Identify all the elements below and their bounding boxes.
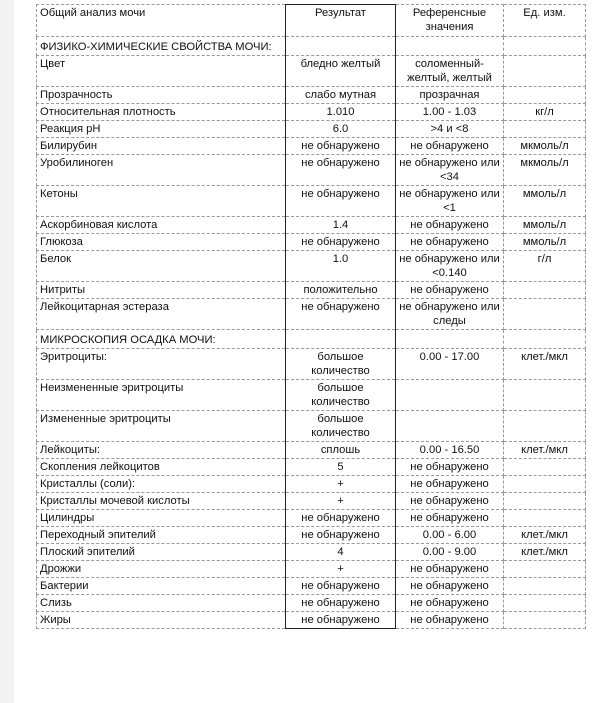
table-row [37, 380, 586, 411]
test-unit [504, 459, 586, 476]
test-reference: не обнаружено или <0.140 [396, 251, 504, 282]
test-reference: не обнаружено [396, 217, 504, 234]
test-result: + [286, 561, 396, 578]
table-row [37, 138, 586, 155]
test-result: не обнаружено [286, 578, 396, 595]
test-name: Эритроциты: [37, 349, 286, 380]
test-name: Цилиндры [37, 510, 286, 527]
test-result: положительно [286, 282, 396, 299]
section-title: ФИЗИКО-ХИМИЧЕСКИЕ СВОЙСТВА МОЧИ: [37, 37, 286, 56]
test-unit [504, 411, 586, 442]
test-name: Слизь [37, 595, 286, 612]
test-result: не обнаружено [286, 234, 396, 251]
test-unit [504, 510, 586, 527]
test-reference: не обнаружено [396, 234, 504, 251]
test-unit: клет./мкл [504, 527, 586, 544]
test-result: не обнаружено [286, 299, 396, 330]
test-reference: не обнаружено [396, 282, 504, 299]
document-page [14, 0, 600, 703]
test-reference: не обнаружено [396, 561, 504, 578]
test-reference: 0.00 - 17.00 [396, 349, 504, 380]
test-reference: соломенный-желтый, желтый [396, 56, 504, 87]
table-row [37, 578, 586, 595]
test-result: 1.4 [286, 217, 396, 234]
test-name: Измененные эритроциты [37, 411, 286, 442]
test-result: слабо мутная [286, 87, 396, 104]
test-unit [504, 561, 586, 578]
test-reference: не обнаружено [396, 595, 504, 612]
table-row [37, 186, 586, 217]
table-row [37, 56, 586, 87]
table-row [37, 493, 586, 510]
test-unit [504, 299, 586, 330]
table-row [37, 510, 586, 527]
test-result: большое количество [286, 411, 396, 442]
test-result: + [286, 493, 396, 510]
test-name: Белок [37, 251, 286, 282]
test-unit [504, 282, 586, 299]
header-result: Результат [286, 5, 396, 37]
test-name: Бактерии [37, 578, 286, 595]
test-result: + [286, 476, 396, 493]
table-row [37, 442, 586, 459]
test-result: не обнаружено [286, 155, 396, 186]
test-unit: ммоль/л [504, 186, 586, 217]
table-body [37, 37, 586, 629]
test-reference: не обнаружено или <34 [396, 155, 504, 186]
table-row [37, 476, 586, 493]
test-unit: кг/л [504, 104, 586, 121]
test-result: бледно желтый [286, 56, 396, 87]
test-unit: клет./мкл [504, 544, 586, 561]
section-reference-empty [396, 37, 504, 56]
table-row [37, 87, 586, 104]
test-result: сплошь [286, 442, 396, 459]
section-row [37, 330, 586, 349]
test-name: Лейкоцитарная эстераза [37, 299, 286, 330]
table-row [37, 104, 586, 121]
table-row [37, 217, 586, 234]
test-result: большое количество [286, 349, 396, 380]
test-reference: 0.00 - 6.00 [396, 527, 504, 544]
table-row [37, 527, 586, 544]
test-reference: 1.00 - 1.03 [396, 104, 504, 121]
test-name: Аскорбиновая кислота [37, 217, 286, 234]
test-reference: не обнаружено [396, 138, 504, 155]
test-reference [396, 411, 504, 442]
test-unit [504, 87, 586, 104]
test-result: 1.010 [286, 104, 396, 121]
test-reference: не обнаружено [396, 578, 504, 595]
test-result: не обнаружено [286, 527, 396, 544]
test-reference [396, 380, 504, 411]
test-unit [504, 595, 586, 612]
test-name: Кристаллы (соли): [37, 476, 286, 493]
table-row [37, 349, 586, 380]
test-result: 1.0 [286, 251, 396, 282]
test-reference: >4 и <8 [396, 121, 504, 138]
table-row [37, 544, 586, 561]
table-row [37, 459, 586, 476]
test-result: не обнаружено [286, 186, 396, 217]
header-reference [396, 5, 504, 37]
header-reference-line2: значения [425, 21, 474, 33]
section-unit-empty [504, 37, 586, 56]
test-unit: ммоль/л [504, 234, 586, 251]
test-unit [504, 493, 586, 510]
test-reference: 0.00 - 16.50 [396, 442, 504, 459]
test-name: Плоский эпителий [37, 544, 286, 561]
test-result: не обнаружено [286, 595, 396, 612]
test-reference: не обнаружено [396, 612, 504, 629]
test-result: 4 [286, 544, 396, 561]
table-row [37, 612, 586, 629]
test-name: Билирубин [37, 138, 286, 155]
header-unit: Ед. изм. [504, 5, 586, 37]
test-unit: мкмоль/л [504, 155, 586, 186]
test-name: Реакция pH [37, 121, 286, 138]
test-reference: не обнаружено или следы [396, 299, 504, 330]
test-name: Относительная плотность [37, 104, 286, 121]
test-reference: 0.00 - 9.00 [396, 544, 504, 561]
test-name: Неизмененные эритроциты [37, 380, 286, 411]
test-name: Дрожжи [37, 561, 286, 578]
table-row [37, 299, 586, 330]
section-unit-empty [504, 330, 586, 349]
table-row [37, 561, 586, 578]
test-name: Цвет [37, 56, 286, 87]
test-result: 5 [286, 459, 396, 476]
test-result: не обнаружено [286, 138, 396, 155]
section-row [37, 37, 586, 56]
test-name: Лейкоциты: [37, 442, 286, 459]
test-name: Кристаллы мочевой кислоты [37, 493, 286, 510]
test-unit: клет./мкл [504, 442, 586, 459]
urinalysis-table [36, 4, 586, 629]
test-unit: г/л [504, 251, 586, 282]
test-unit: ммоль/л [504, 217, 586, 234]
table-row [37, 234, 586, 251]
test-result: не обнаружено [286, 612, 396, 629]
section-reference-empty [396, 330, 504, 349]
test-unit: мкмоль/л [504, 138, 586, 155]
test-unit [504, 612, 586, 629]
table-row [37, 155, 586, 186]
test-reference: не обнаружено [396, 459, 504, 476]
test-reference: не обнаружено [396, 510, 504, 527]
table-row [37, 595, 586, 612]
test-unit [504, 121, 586, 138]
table-row [37, 411, 586, 442]
table-row [37, 251, 586, 282]
test-reference: не обнаружено или <1 [396, 186, 504, 217]
table-row [37, 121, 586, 138]
header-name: Общий анализ мочи [37, 5, 286, 37]
test-result: не обнаружено [286, 510, 396, 527]
test-unit [504, 56, 586, 87]
test-reference: не обнаружено [396, 476, 504, 493]
test-reference: прозрачная [396, 87, 504, 104]
test-result: большое количество [286, 380, 396, 411]
test-unit [504, 578, 586, 595]
test-name: Уробилиноген [37, 155, 286, 186]
test-name: Кетоны [37, 186, 286, 217]
test-name: Глюкоза [37, 234, 286, 251]
test-name: Жиры [37, 612, 286, 629]
table-row [37, 282, 586, 299]
test-result: 6.0 [286, 121, 396, 138]
test-unit [504, 380, 586, 411]
test-name: Переходный эпителий [37, 527, 286, 544]
test-name: Нитриты [37, 282, 286, 299]
test-name: Прозрачность [37, 87, 286, 104]
section-result-empty [286, 37, 396, 56]
test-reference: не обнаружено [396, 493, 504, 510]
test-name: Скопления лейкоцитов [37, 459, 286, 476]
header-row [37, 5, 586, 37]
section-result-empty [286, 330, 396, 349]
section-title: МИКРОСКОПИЯ ОСАДКА МОЧИ: [37, 330, 286, 349]
test-unit [504, 476, 586, 493]
test-unit: клет./мкл [504, 349, 586, 380]
header-reference-line1: Референсные [412, 7, 487, 19]
